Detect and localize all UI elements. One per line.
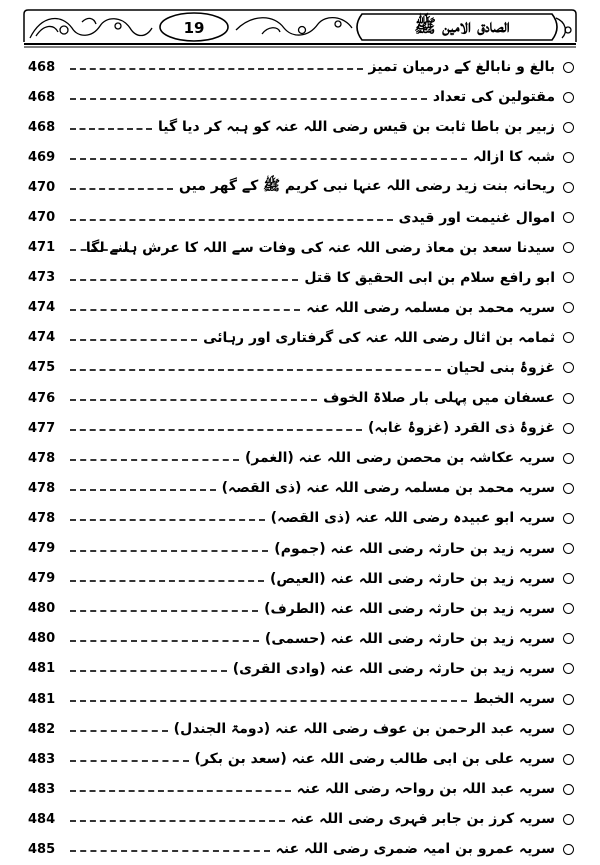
toc-page-number: 474 xyxy=(28,300,56,316)
dotted-leader xyxy=(70,98,427,100)
toc-entry xyxy=(28,323,576,353)
circle-bullet-icon xyxy=(563,212,574,223)
toc-page-number: 481 xyxy=(28,661,56,677)
toc-entry-title: سریہ علی بن ابی طالب رضی اللہ عنہ (سعد بن بکر) xyxy=(194,751,555,768)
toc-entry-title: سریہ محمد بن مسلمہ رضی اللہ عنہ xyxy=(306,299,555,316)
circle-bullet-icon xyxy=(563,844,574,855)
dotted-leader xyxy=(70,550,268,552)
toc-entry xyxy=(28,834,576,864)
dotted-leader xyxy=(70,580,264,582)
dotted-leader xyxy=(70,820,285,822)
toc-entry xyxy=(28,383,576,413)
page-number: 19 xyxy=(183,19,205,37)
dotted-leader xyxy=(70,519,265,521)
toc-entry-title: سریہ زید بن حارثہ رضی اللہ عنہ (حسمی) xyxy=(264,630,555,647)
toc-page-number: 484 xyxy=(28,811,56,827)
toc-entry-title: سریہ عمرو بن امیہ ضمری رضی اللہ عنہ xyxy=(275,841,555,858)
toc-entry-title: سریہ کرز بن جابر فہری رضی اللہ عنہ xyxy=(290,811,555,828)
toc-entry xyxy=(28,443,576,473)
toc-entry-title: سریہ عبد اللہ بن رواحہ رضی اللہ عنہ xyxy=(296,781,555,798)
toc-entry xyxy=(28,142,576,172)
toc-entry-title: غزوۂ ذی القرد (غزوۂ غابہ) xyxy=(368,420,555,437)
toc-entry xyxy=(28,353,576,383)
toc-entry-title: ابو رافع سلام بن ابی الحقیق کا قتل xyxy=(304,269,555,286)
toc-page-number: 480 xyxy=(28,601,56,617)
toc-entry xyxy=(28,744,576,774)
toc-page-number: 478 xyxy=(28,480,56,496)
circle-bullet-icon xyxy=(563,62,574,73)
circle-bullet-icon xyxy=(563,513,574,524)
circle-bullet-icon xyxy=(563,694,574,705)
dotted-leader xyxy=(70,188,173,190)
page-header xyxy=(22,8,578,48)
toc-entry-title: ریحانہ بنت زید رضی اللہ عنہا نبی کریم ﷺ کے گھر میں xyxy=(179,178,555,195)
toc-entry xyxy=(28,684,576,714)
toc-entry-title: عسفان میں پہلی بار صلاۃ الخوف xyxy=(323,390,555,407)
circle-bullet-icon xyxy=(563,272,574,283)
table-of-contents xyxy=(28,52,576,865)
toc-page-number: 470 xyxy=(28,179,56,195)
circle-bullet-icon xyxy=(563,573,574,584)
circle-bullet-icon xyxy=(563,784,574,795)
toc-entry-title: غزوۂ بنی لحیان xyxy=(446,359,555,376)
dotted-leader xyxy=(70,489,216,491)
dotted-leader xyxy=(70,459,239,461)
toc-page-number: 468 xyxy=(28,119,56,135)
circle-bullet-icon xyxy=(563,92,574,103)
toc-entry-title: شبہ کا ازالہ xyxy=(473,149,555,166)
toc-entry xyxy=(28,774,576,804)
toc-page-number: 468 xyxy=(28,59,56,75)
dotted-leader xyxy=(70,219,393,221)
dotted-leader xyxy=(70,68,363,70)
toc-page-number: 474 xyxy=(28,330,56,346)
circle-bullet-icon xyxy=(563,483,574,494)
toc-page-number: 479 xyxy=(28,541,56,557)
toc-entry xyxy=(28,413,576,443)
toc-entry-title: سریہ عکاشہ بن محصن رضی اللہ عنہ (الغمر) xyxy=(244,450,555,467)
toc-entry-title: زبیر بن باطا ثابت بن قیس رضی اللہ عنہ کو ہبہ کر دیا گیا xyxy=(158,119,555,136)
circle-bullet-icon xyxy=(563,423,574,434)
dotted-leader xyxy=(70,760,189,762)
toc-entry-title: ثمامہ بن اثال رضی اللہ عنہ کی گرفتاری اور رہائی xyxy=(203,329,555,346)
toc-page-number: 485 xyxy=(28,841,56,857)
toc-entry xyxy=(28,233,576,263)
toc-entry xyxy=(28,534,576,564)
book-title: الصادق الامین ﷺ xyxy=(414,16,510,37)
toc-entry xyxy=(28,112,576,142)
toc-page-number: 477 xyxy=(28,420,56,436)
dotted-leader xyxy=(70,670,227,672)
toc-page-number: 468 xyxy=(28,89,56,105)
dotted-leader xyxy=(70,399,317,401)
dotted-leader xyxy=(70,610,258,612)
circle-bullet-icon xyxy=(563,543,574,554)
toc-page-number: 483 xyxy=(28,751,56,767)
circle-bullet-icon xyxy=(563,754,574,765)
circle-bullet-icon xyxy=(563,724,574,735)
toc-entry-title: سریہ زید بن حارثہ رضی اللہ عنہ (وادی القری) xyxy=(232,660,555,677)
circle-bullet-icon xyxy=(563,814,574,825)
toc-entry-title: بالغ و نابالغ کے درمیان تمیز xyxy=(368,59,555,76)
toc-page-number: 470 xyxy=(28,210,56,226)
toc-page-number: 471 xyxy=(28,240,56,256)
toc-entry xyxy=(28,263,576,293)
dotted-leader xyxy=(70,158,467,160)
circle-bullet-icon xyxy=(563,242,574,253)
dotted-leader xyxy=(70,339,197,341)
toc-entry-title: سریہ زید بن حارثہ رضی اللہ عنہ (العیص) xyxy=(270,570,555,587)
toc-entry xyxy=(28,293,576,323)
dotted-leader xyxy=(70,279,298,281)
circle-bullet-icon xyxy=(563,393,574,404)
circle-bullet-icon xyxy=(563,122,574,133)
circle-bullet-icon xyxy=(563,362,574,373)
dotted-leader xyxy=(70,369,441,371)
toc-page-number: 473 xyxy=(28,270,56,286)
circle-bullet-icon xyxy=(563,302,574,313)
toc-page-number: 476 xyxy=(28,390,56,406)
toc-entry-title: مقتولین کی تعداد xyxy=(432,89,555,106)
circle-bullet-icon xyxy=(563,633,574,644)
dotted-leader xyxy=(70,850,270,852)
circle-bullet-icon xyxy=(563,603,574,614)
toc-page-number: 479 xyxy=(28,571,56,587)
toc-entry xyxy=(28,473,576,503)
toc-entry xyxy=(28,503,576,533)
toc-page-number: 482 xyxy=(28,721,56,737)
toc-entry xyxy=(28,564,576,594)
toc-entry-title: سریہ محمد بن مسلمہ رضی اللہ عنہ (ذی القصہ) xyxy=(221,480,555,497)
toc-entry xyxy=(28,804,576,834)
toc-entry xyxy=(28,654,576,684)
dotted-leader xyxy=(70,640,259,642)
toc-entry xyxy=(28,172,576,202)
toc-entry xyxy=(28,52,576,82)
toc-entry xyxy=(28,714,576,744)
toc-page-number: 475 xyxy=(28,360,56,376)
toc-entry-title: سریہ عبد الرحمن بن عوف رضی اللہ عنہ (دومۃ الجندل) xyxy=(173,721,555,738)
toc-page-number: 478 xyxy=(28,510,56,526)
toc-page-number: 469 xyxy=(28,149,56,165)
dotted-leader xyxy=(70,429,362,431)
toc-entry-title: سریہ ابو عبیدہ رضی اللہ عنہ (ذی القصہ) xyxy=(270,510,555,527)
toc-entry-title: سریہ الخبط xyxy=(473,691,555,708)
toc-page-number: 481 xyxy=(28,691,56,707)
dotted-leader xyxy=(70,309,300,311)
circle-bullet-icon xyxy=(563,182,574,193)
toc-page-number: 480 xyxy=(28,631,56,647)
circle-bullet-icon xyxy=(563,663,574,674)
circle-bullet-icon xyxy=(563,453,574,464)
circle-bullet-icon xyxy=(563,152,574,163)
dotted-leader xyxy=(70,790,291,792)
toc-page-number: 483 xyxy=(28,781,56,797)
dotted-leader xyxy=(70,128,152,130)
toc-entry-title: اموال غنیمت اور قیدی xyxy=(398,209,555,226)
toc-entry-title: سیدنا سعد بن معاذ رضی اللہ عنہ کی وفات سے اللہ کا عرش ہلنے لگا xyxy=(85,239,555,256)
toc-entry xyxy=(28,202,576,232)
circle-bullet-icon xyxy=(563,332,574,343)
dotted-leader xyxy=(70,730,168,732)
toc-entry xyxy=(28,624,576,654)
toc-page-number: 478 xyxy=(28,450,56,466)
dotted-leader xyxy=(70,700,467,702)
toc-entry-title: سریہ زید بن حارثہ رضی اللہ عنہ (جموم) xyxy=(274,540,555,557)
toc-entry-title: سریہ زید بن حارثہ رضی اللہ عنہ (الطرف) xyxy=(264,600,555,617)
toc-entry xyxy=(28,594,576,624)
toc-entry xyxy=(28,82,576,112)
